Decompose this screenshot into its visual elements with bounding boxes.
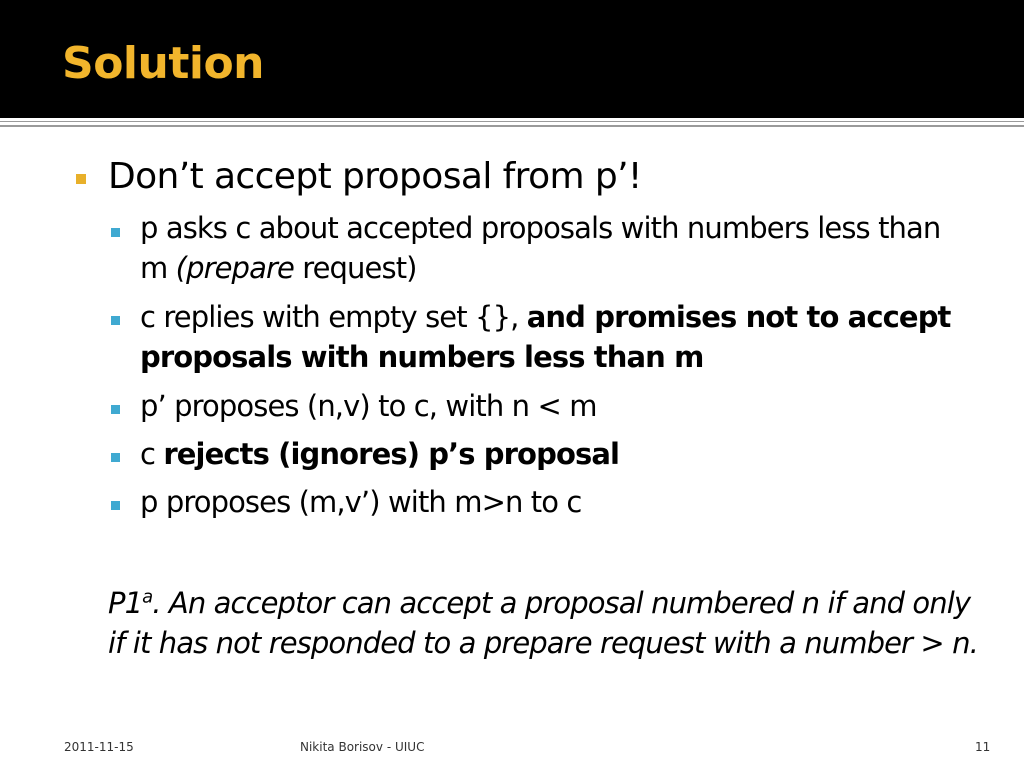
sub-bullet-1-part-1: p asks c about accepted proposals with numbers less than m: [140, 211, 941, 285]
square-bullet-icon: [111, 501, 120, 510]
sub-bullet-2: [140, 297, 960, 377]
sub-bullet-4: [140, 434, 960, 474]
sub-bullet-2-part-2: and promises not to accept proposals with numbers less than m: [140, 300, 951, 374]
square-bullet-icon: [111, 453, 120, 462]
sub-bullet-1-part-3: request): [293, 251, 417, 285]
sub-bullet-3: [140, 386, 960, 426]
square-bullet-icon: [111, 405, 120, 414]
slide-title: Solution: [62, 38, 264, 89]
statement-label: P1: [108, 586, 143, 620]
footer-page-number: 11: [975, 740, 991, 754]
sub-bullet-3-part-1: p’ proposes (n,v) to c, with n < m: [140, 389, 597, 423]
sub-bullet-1-part-2: (prepare: [175, 251, 294, 285]
title-divider: [0, 121, 1024, 127]
sub-bullet-4-part-1: c: [140, 437, 164, 471]
main-bullet-text: Don’t accept proposal from p’!: [108, 156, 642, 197]
sub-bullet-1: [140, 208, 960, 288]
p1a-statement: [108, 583, 988, 663]
sub-bullet-2-part-1: c replies with empty set {},: [140, 300, 527, 334]
square-bullet-icon: [111, 316, 120, 325]
title-bar: [0, 0, 1024, 118]
footer-author: Nikita Borisov - UIUC: [300, 740, 425, 754]
square-bullet-icon: [111, 228, 120, 237]
sub-bullet-5: [140, 482, 960, 522]
statement-superscript: a: [142, 586, 153, 608]
sub-bullet-4-part-2: rejects (ignores) p’s proposal: [163, 437, 620, 471]
sub-bullet-5-part-1: p proposes (m,v’) with m>n to c: [140, 485, 582, 519]
statement-text: . An acceptor can accept a proposal numbered n if and only if it has not responded to a prepare request with a number > n.: [108, 586, 978, 660]
footer-date: 2011-11-15: [64, 740, 134, 754]
square-bullet-icon: [76, 174, 86, 184]
